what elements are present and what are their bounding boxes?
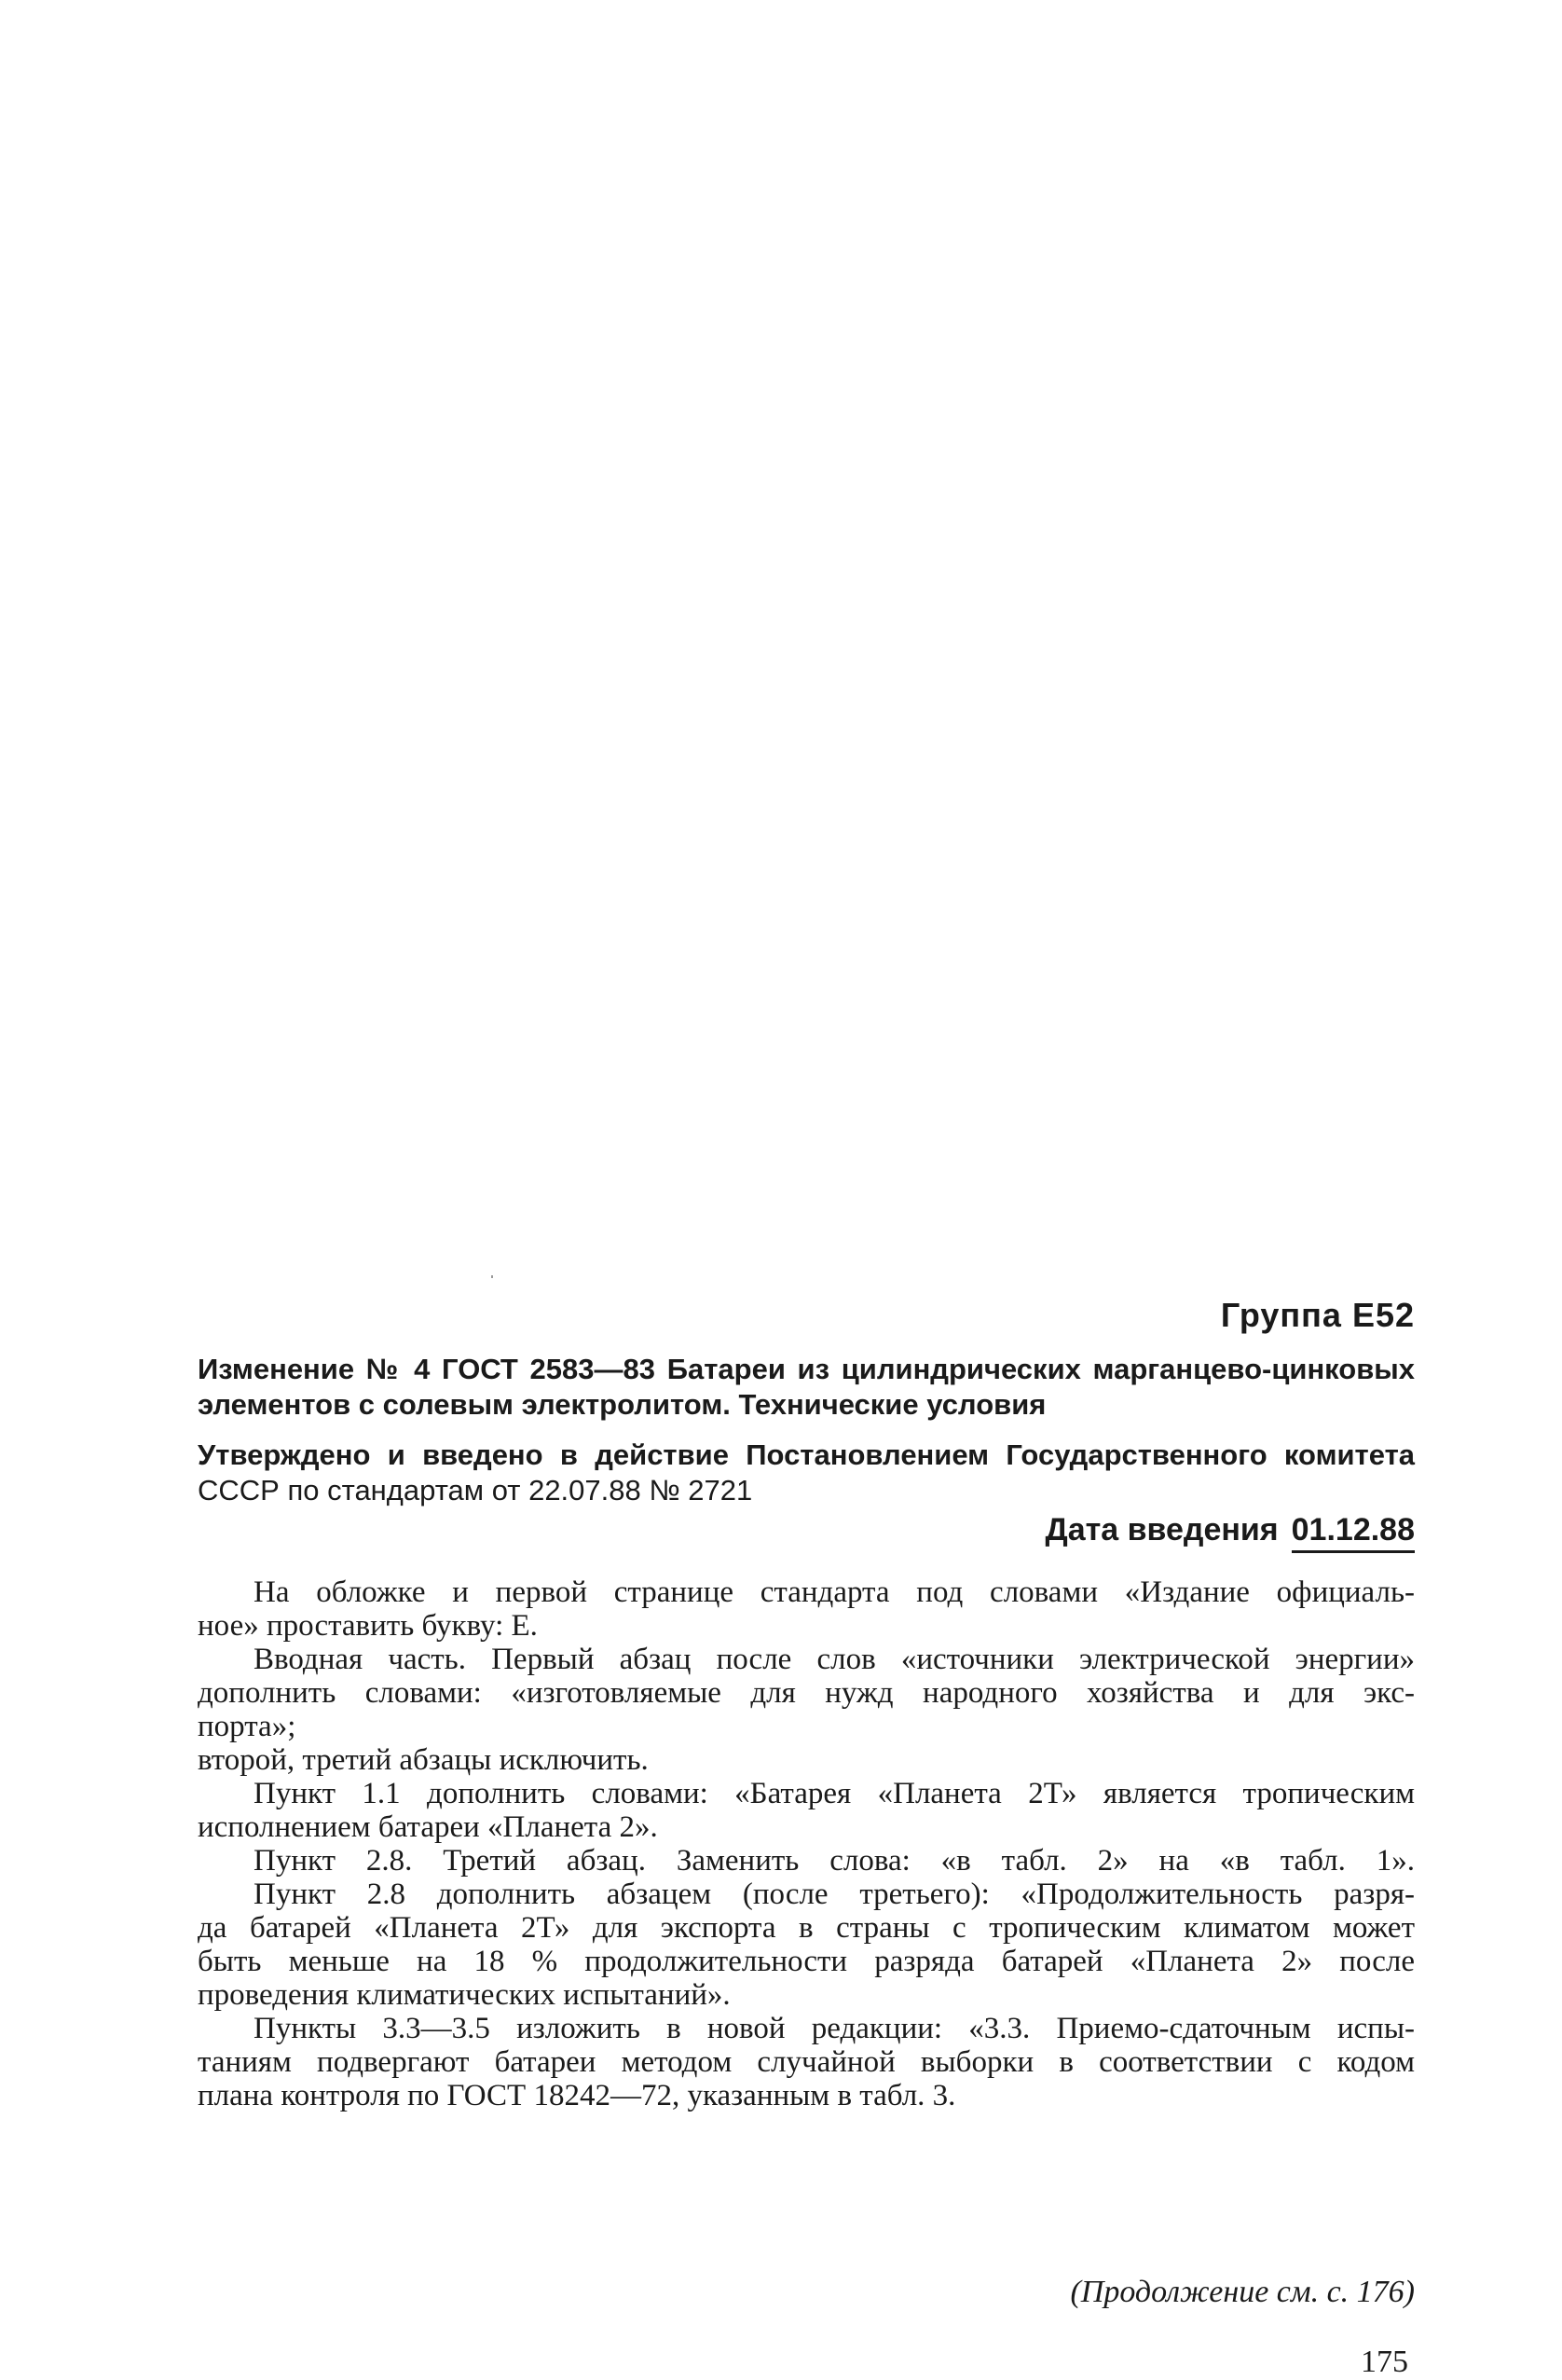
body-line: На обложке и первой странице стандарта под словами «Издание официаль- (253, 1575, 1415, 1609)
amendment-title-lead: Изменение № 4 ГОСТ 2583—83 (198, 1353, 655, 1385)
amendment-title (198, 1352, 1415, 1423)
body-line: Пункты 3.3—3.5 изложить в новой редакции: «3.3. Приемо-сдаточным испы- (253, 2012, 1415, 2045)
continued-note: (Продолжение см. с. 176) (1070, 2275, 1415, 2309)
amendment-body (198, 1575, 1415, 2112)
group-label: Группа Е52 (1220, 1296, 1415, 1334)
approval-statement (198, 1438, 1415, 1508)
introduction-date (198, 1512, 1415, 1553)
body-line: проведения климатических испытаний». (198, 1978, 731, 2012)
scan-speck (491, 1275, 493, 1278)
body-line: исполнением батареи «Планета 2». (198, 1810, 658, 1844)
body-line: второй, третий абзацы исключить. (198, 1743, 649, 1777)
body-line: дополнить словами: «изготовляемые для нужд народного хозяйства и для экс- (198, 1676, 1415, 1710)
introduction-date-label: Дата введения (1045, 1512, 1279, 1548)
approval-line-2: СССР по стандартам от 22.07.88 № 2721 (198, 1474, 753, 1506)
body-line: быть меньше на 18 % продолжительности разряда батарей «Планета 2» после (198, 1945, 1415, 1978)
approval-line-1: Утверждено и введено в действие Постановлением Государственного комитета (198, 1438, 1415, 1471)
body-line: Вводная часть. Первый абзац после слов «источники электрической энергии» (253, 1643, 1415, 1676)
page-number: 175 (1361, 2345, 1408, 2379)
body-line: Пункт 1.1 дополнить словами: «Батарея «Планета 2Т» является тропическим (253, 1777, 1415, 1810)
body-line: плана контроля по ГОСТ 18242—72, указанным в табл. 3. (198, 2079, 956, 2112)
body-line: да батарей «Планета 2Т» для экспорта в страны с тропическим климатом может (198, 1911, 1415, 1945)
amendment-title-rest: Батареи из цилиндрических марганцево-цинковых элементов с солевым электролитом. Технические условия (198, 1353, 1415, 1421)
body-line: Пункт 2.8 дополнить абзацем (после третьего): «Продолжительность разря- (253, 1878, 1415, 1911)
body-line: таниям подвергают батареи методом случайной выборки в соответствии с кодом (198, 2045, 1415, 2079)
body-line: Пункт 2.8. Третий абзац. Заменить слова: «в табл. 2» на «в табл. 1». (253, 1844, 1415, 1878)
body-line: порта»; (198, 1710, 296, 1743)
body-line: ное» проставить букву: Е. (198, 1609, 538, 1643)
introduction-date-value: 01.12.88 (1292, 1512, 1415, 1553)
